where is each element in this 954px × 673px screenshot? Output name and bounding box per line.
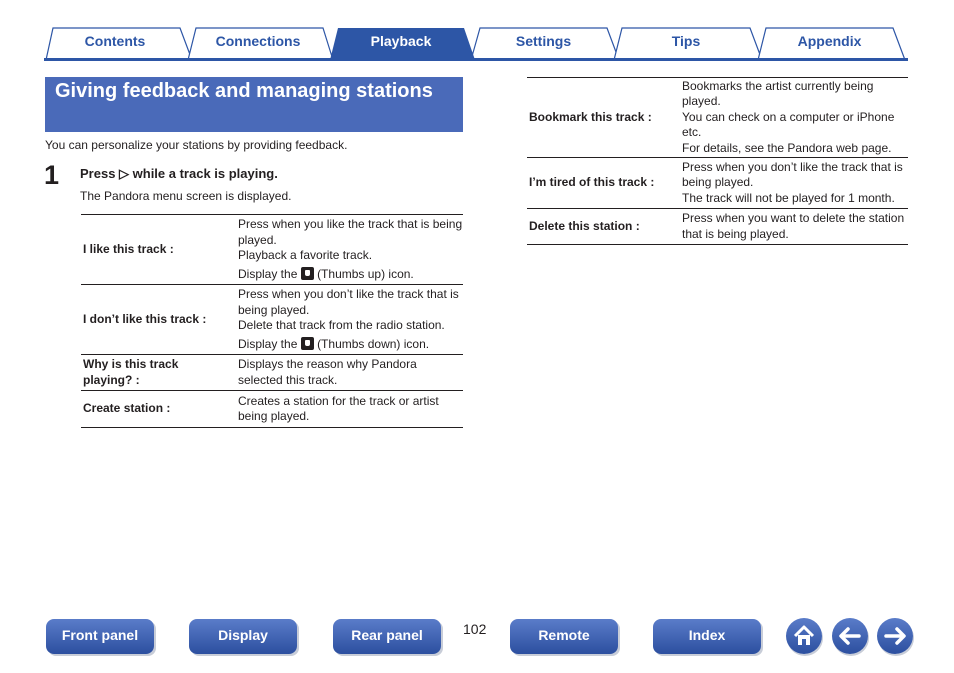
menu-item-key: I like this track : (81, 215, 236, 285)
description-line (238, 267, 463, 283)
tab-appendix[interactable]: Appendix (797, 33, 862, 49)
menu-item-description (680, 78, 908, 158)
step-number: 1 (44, 160, 60, 190)
intro-text: You can personalize your stations by providing feedback. (45, 138, 348, 152)
description-line: Press when you don’t like the track that is being played. (238, 287, 459, 317)
description-line: Press when you want to delete the station that is being played. (682, 211, 905, 241)
remote-button[interactable]: Remote (510, 619, 618, 654)
section-title: Giving feedback and managing stations (55, 80, 433, 102)
icon-line-prefix: Display the (238, 266, 298, 281)
menu-item-key: I’m tired of this track : (527, 158, 680, 209)
menu-item-key: Delete this station : (527, 209, 680, 245)
step-instruction: Press ▷ while a track is playing. (80, 166, 278, 181)
rear-panel-button[interactable]: Rear panel (333, 619, 441, 654)
table-row (81, 285, 463, 355)
top-tab-bar (0, 0, 954, 62)
feedback-menu-table (81, 214, 463, 428)
icon-line-prefix: Display the (238, 336, 298, 351)
description-line: Playback a favorite track. (238, 248, 373, 262)
station-menu-table (527, 77, 908, 245)
back-button[interactable] (832, 618, 868, 654)
description-line: For details, see the Pandora web page. (682, 140, 892, 155)
table-row (81, 391, 463, 428)
section-header (45, 77, 463, 132)
description-line (238, 337, 463, 353)
description-line: Press when you like the track that is being played. (238, 217, 463, 247)
table-row (527, 158, 908, 209)
menu-item-key: Bookmark this track : (527, 78, 680, 158)
description-line: The track will not be played for 1 month. (682, 190, 895, 205)
display-button[interactable]: Display (189, 619, 297, 654)
table-row (527, 209, 908, 245)
table-row (81, 355, 463, 391)
menu-item-description (236, 391, 463, 428)
menu-item-description (236, 355, 463, 391)
home-button[interactable] (786, 618, 822, 654)
description-line: Creates a station for the track or artist being played. (238, 393, 439, 423)
arrow-left-icon (832, 618, 868, 654)
thumbs-up-icon (301, 267, 314, 280)
description-line: Displays the reason why Pandora selected this track. (238, 357, 417, 387)
front-panel-button[interactable]: Front panel (46, 619, 154, 654)
step-result: The Pandora menu screen is displayed. (80, 189, 292, 203)
table-row (81, 215, 463, 285)
tab-tips[interactable]: Tips (671, 33, 701, 49)
description-line: Press when you don’t like the track that is being played. (682, 159, 903, 190)
index-button[interactable]: Index (653, 619, 761, 654)
icon-line-suffix: (Thumbs down) icon. (317, 336, 430, 351)
description-line: Bookmarks the artist currently being played. (682, 78, 874, 109)
menu-item-description (236, 215, 463, 285)
menu-item-description (680, 209, 908, 245)
home-icon (786, 618, 822, 654)
menu-item-key: Create station : (81, 391, 236, 428)
tab-connections[interactable]: Connections (215, 33, 301, 49)
page-number: 102 (463, 621, 487, 637)
tab-settings[interactable]: Settings (515, 33, 572, 49)
tab-shapes (0, 0, 954, 62)
arrow-right-icon (877, 618, 913, 654)
menu-item-description (680, 158, 908, 209)
tab-contents[interactable]: Contents (84, 33, 146, 49)
forward-button[interactable] (877, 618, 913, 654)
description-line: Delete that track from the radio station. (238, 318, 445, 332)
description-line: You can check on a computer or iPhone etc. (682, 109, 895, 140)
menu-item-description (236, 285, 463, 355)
tab-playback[interactable]: Playback (370, 33, 432, 49)
table-row (527, 78, 908, 158)
thumbs-down-icon (301, 337, 314, 350)
menu-item-key: Why is this track playing? : (81, 355, 236, 391)
menu-item-key: I don’t like this track : (81, 285, 236, 355)
icon-line-suffix: (Thumbs up) icon. (317, 266, 414, 281)
